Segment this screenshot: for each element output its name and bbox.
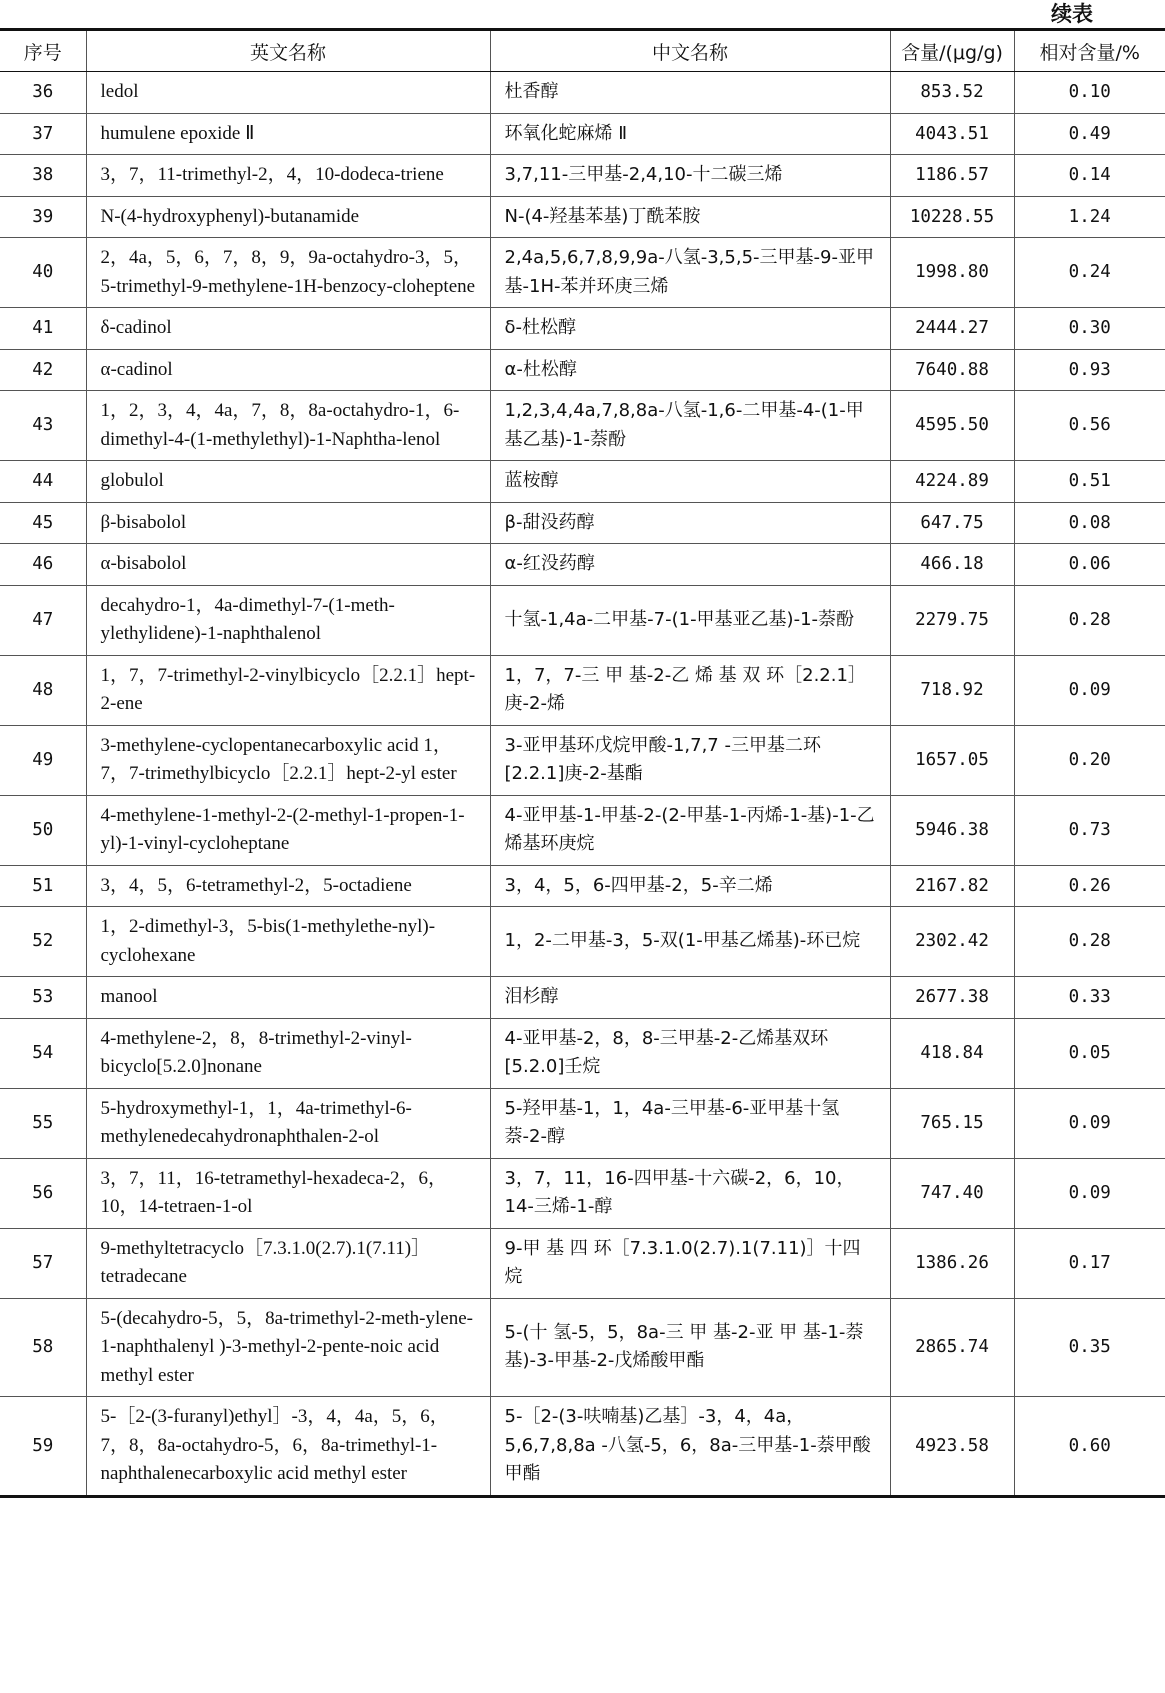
cell-relative-amount: 0.17 <box>1014 1228 1165 1298</box>
cell-english-name: 3，4，5，6-tetramethyl-2，5-octadiene <box>86 865 490 907</box>
cell-relative-amount: 0.24 <box>1014 238 1165 308</box>
table-row <box>0 544 1165 586</box>
cell-amount: 10228.55 <box>890 196 1014 238</box>
cell-amount: 418.84 <box>890 1018 1014 1088</box>
table-row <box>0 349 1165 391</box>
table-row <box>0 725 1165 795</box>
cell-chinese-name: δ-杜松醇 <box>490 308 890 350</box>
cell-chinese-name: 4-亚甲基-1-甲基-2-(2-甲基-1-丙烯-1-基)-1-乙烯基环庚烷 <box>490 795 890 865</box>
cell-amount: 2865.74 <box>890 1298 1014 1397</box>
table-row <box>0 1018 1165 1088</box>
cell-chinese-name: 1,2,3,4,4a,7,8,8a-八氢-1,6-二甲基-4-(1-甲基乙基)-1-萘酚 <box>490 391 890 461</box>
table-row <box>0 113 1165 155</box>
cell-no: 48 <box>0 655 86 725</box>
cell-english-name: 5-［2-(3-furanyl)ethyl］-3，4，4a，5，6，7，8，8a-octahydro-5，6，8a-trimethyl-1-naphthalenecarboxylic acid methyl ester <box>86 1397 490 1497</box>
cell-english-name: globulol <box>86 461 490 503</box>
cell-amount: 4224.89 <box>890 461 1014 503</box>
cell-relative-amount: 0.49 <box>1014 113 1165 155</box>
cell-chinese-name: 4-亚甲基-2，8，8-三甲基-2-乙烯基双环[5.2.0]壬烷 <box>490 1018 890 1088</box>
cell-chinese-name: α-杜松醇 <box>490 349 890 391</box>
cell-amount: 2677.38 <box>890 977 1014 1019</box>
cell-chinese-name: 3，4，5，6-四甲基-2，5-辛二烯 <box>490 865 890 907</box>
cell-relative-amount: 0.05 <box>1014 1018 1165 1088</box>
table-row <box>0 308 1165 350</box>
cell-relative-amount: 0.28 <box>1014 585 1165 655</box>
cell-chinese-name: 2,4a,5,6,7,8,9,9a-八氢-3,5,5-三甲基-9-亚甲基-1H-苯并环庚三烯 <box>490 238 890 308</box>
cell-amount: 2444.27 <box>890 308 1014 350</box>
cell-chinese-name: 蓝桉醇 <box>490 461 890 503</box>
cell-english-name: 5-hydroxymethyl-1，1，4a-trimethyl-6-methylenedecahydronaphthalen-2-ol <box>86 1088 490 1158</box>
cell-no: 49 <box>0 725 86 795</box>
cell-amount: 4923.58 <box>890 1397 1014 1497</box>
cell-no: 58 <box>0 1298 86 1397</box>
cell-relative-amount: 0.51 <box>1014 461 1165 503</box>
cell-relative-amount: 1.24 <box>1014 196 1165 238</box>
cell-no: 56 <box>0 1158 86 1228</box>
table-continued-caption: 续表 <box>1051 2 1093 26</box>
cell-no: 42 <box>0 349 86 391</box>
table-row <box>0 155 1165 197</box>
cell-no: 54 <box>0 1018 86 1088</box>
header-row <box>0 30 1165 72</box>
cell-amount: 1998.80 <box>890 238 1014 308</box>
table-row <box>0 196 1165 238</box>
cell-chinese-name: 杜香醇 <box>490 72 890 114</box>
cell-english-name: manool <box>86 977 490 1019</box>
header-amount: 含量/(μg/g) <box>890 30 1014 72</box>
cell-english-name: decahydro-1，4a-dimethyl-7-(1-meth-ylethylidene)-1-naphthalenol <box>86 585 490 655</box>
header-no: 序号 <box>0 30 86 72</box>
cell-relative-amount: 0.73 <box>1014 795 1165 865</box>
cell-english-name: 1，2-dimethyl-3，5-bis(1-methylethe-nyl)-cyclohexane <box>86 907 490 977</box>
cell-relative-amount: 0.09 <box>1014 1088 1165 1158</box>
cell-relative-amount: 0.09 <box>1014 655 1165 725</box>
cell-chinese-name: 泪杉醇 <box>490 977 890 1019</box>
table-row <box>0 865 1165 907</box>
cell-chinese-name: 5-羟甲基-1，1，4a-三甲基-6-亚甲基十氢萘-2-醇 <box>490 1088 890 1158</box>
cell-chinese-name: 9-甲 基 四 环［7.3.1.0(2.7).1(7.11)］十四烷 <box>490 1228 890 1298</box>
cell-english-name: α-cadinol <box>86 349 490 391</box>
cell-english-name: 2，4a，5，6，7，8，9，9a-octahydro-3，5，5-trimethyl-9-methylene-1H-benzocy-cloheptene <box>86 238 490 308</box>
cell-no: 45 <box>0 502 86 544</box>
cell-relative-amount: 0.14 <box>1014 155 1165 197</box>
cell-chinese-name: 5-［2-(3-呋喃基)乙基］-3，4，4a，5,6,7,8,8a -八氢-5，6，8a-三甲基-1-萘甲酸甲酯 <box>490 1397 890 1497</box>
cell-no: 55 <box>0 1088 86 1158</box>
cell-english-name: 4-methylene-1-methyl-2-(2-methyl-1-propen-1-yl)-1-vinyl-cycloheptane <box>86 795 490 865</box>
table-row <box>0 977 1165 1019</box>
header-relative-amount: 相对含量/% <box>1014 30 1165 72</box>
table-row <box>0 907 1165 977</box>
cell-relative-amount: 0.08 <box>1014 502 1165 544</box>
cell-chinese-name: α-红没药醇 <box>490 544 890 586</box>
header-chinese-name: 中文名称 <box>490 30 890 72</box>
cell-english-name: 1，7，7-trimethyl-2-vinylbicyclo［2.2.1］hept-2-ene <box>86 655 490 725</box>
cell-english-name: humulene epoxide Ⅱ <box>86 113 490 155</box>
table-header <box>0 30 1165 72</box>
table-row <box>0 238 1165 308</box>
table-row <box>0 461 1165 503</box>
cell-no: 36 <box>0 72 86 114</box>
cell-relative-amount: 0.30 <box>1014 308 1165 350</box>
cell-chinese-name: 1，7，7-三 甲 基-2-乙 烯 基 双 环［2.2.1］庚-2-烯 <box>490 655 890 725</box>
cell-amount: 5946.38 <box>890 795 1014 865</box>
cell-english-name: 4-methylene-2，8，8-trimethyl-2-vinyl-bicyclo[5.2.0]nonane <box>86 1018 490 1088</box>
cell-no: 47 <box>0 585 86 655</box>
cell-english-name: α-bisabolol <box>86 544 490 586</box>
table-row <box>0 1228 1165 1298</box>
cell-relative-amount: 0.09 <box>1014 1158 1165 1228</box>
cell-no: 46 <box>0 544 86 586</box>
cell-amount: 647.75 <box>890 502 1014 544</box>
cell-english-name: δ-cadinol <box>86 308 490 350</box>
cell-relative-amount: 0.26 <box>1014 865 1165 907</box>
table-row <box>0 795 1165 865</box>
cell-english-name: 9-methyltetracyclo［7.3.1.0(2.7).1(7.11)］tetradecane <box>86 1228 490 1298</box>
cell-no: 59 <box>0 1397 86 1497</box>
header-english-name: 英文名称 <box>86 30 490 72</box>
cell-relative-amount: 0.93 <box>1014 349 1165 391</box>
cell-amount: 853.52 <box>890 72 1014 114</box>
cell-relative-amount: 0.06 <box>1014 544 1165 586</box>
cell-amount: 1386.26 <box>890 1228 1014 1298</box>
cell-chinese-name: 十氢-1,4a-二甲基-7-(1-甲基亚乙基)-1-萘酚 <box>490 585 890 655</box>
cell-chinese-name: β-甜没药醇 <box>490 502 890 544</box>
table-row <box>0 655 1165 725</box>
cell-amount: 747.40 <box>890 1158 1014 1228</box>
cell-english-name: N-(4-hydroxyphenyl)-butanamide <box>86 196 490 238</box>
cell-chinese-name: 5-(十 氢-5，5，8a-三 甲 基-2-亚 甲 基-1-萘基)-3-甲基-2-戊烯酸甲酯 <box>490 1298 890 1397</box>
cell-amount: 7640.88 <box>890 349 1014 391</box>
table-body <box>0 72 1165 1497</box>
cell-relative-amount: 0.20 <box>1014 725 1165 795</box>
cell-amount: 1186.57 <box>890 155 1014 197</box>
cell-no: 37 <box>0 113 86 155</box>
cell-amount: 2302.42 <box>890 907 1014 977</box>
cell-chinese-name: 3,7,11-三甲基-2,4,10-十二碳三烯 <box>490 155 890 197</box>
cell-amount: 718.92 <box>890 655 1014 725</box>
cell-amount: 2167.82 <box>890 865 1014 907</box>
cell-chinese-name: 环氧化蛇麻烯 Ⅱ <box>490 113 890 155</box>
cell-no: 51 <box>0 865 86 907</box>
table-row <box>0 72 1165 114</box>
table-row <box>0 585 1165 655</box>
cell-relative-amount: 0.60 <box>1014 1397 1165 1497</box>
cell-chinese-name: 3-亚甲基环戊烷甲酸-1,7,7 -三甲基二环[2.2.1]庚-2-基酯 <box>490 725 890 795</box>
cell-amount: 765.15 <box>890 1088 1014 1158</box>
compound-table <box>0 28 1165 1498</box>
cell-chinese-name: N-(4-羟基苯基)丁酰苯胺 <box>490 196 890 238</box>
cell-english-name: 3，7，11，16-tetramethyl-hexadeca-2，6，10，14-tetraen-1-ol <box>86 1158 490 1228</box>
cell-no: 53 <box>0 977 86 1019</box>
cell-amount: 4043.51 <box>890 113 1014 155</box>
cell-english-name: 5-(decahydro-5，5，8a-trimethyl-2-meth-ylene-1-naphthalenyl )-3-methyl-2-pente-noic acid methyl ester <box>86 1298 490 1397</box>
cell-relative-amount: 0.33 <box>1014 977 1165 1019</box>
cell-no: 41 <box>0 308 86 350</box>
cell-no: 38 <box>0 155 86 197</box>
table-row <box>0 1088 1165 1158</box>
cell-no: 52 <box>0 907 86 977</box>
cell-no: 40 <box>0 238 86 308</box>
cell-relative-amount: 0.56 <box>1014 391 1165 461</box>
cell-amount: 2279.75 <box>890 585 1014 655</box>
table-row <box>0 502 1165 544</box>
cell-no: 44 <box>0 461 86 503</box>
cell-relative-amount: 0.28 <box>1014 907 1165 977</box>
cell-chinese-name: 3，7，11，16-四甲基-十六碳-2，6，10，14-三烯-1-醇 <box>490 1158 890 1228</box>
cell-english-name: β-bisabolol <box>86 502 490 544</box>
cell-english-name: 1，2，3，4，4a，7，8，8a-octahydro-1，6-dimethyl-4-(1-methylethyl)-1-Naphtha-lenol <box>86 391 490 461</box>
cell-chinese-name: 1，2-二甲基-3，5-双(1-甲基乙烯基)-环已烷 <box>490 907 890 977</box>
cell-amount: 466.18 <box>890 544 1014 586</box>
table-row <box>0 1397 1165 1497</box>
cell-amount: 4595.50 <box>890 391 1014 461</box>
table-row <box>0 1158 1165 1228</box>
cell-no: 39 <box>0 196 86 238</box>
cell-english-name: 3，7，11-trimethyl-2，4，10-dodeca-triene <box>86 155 490 197</box>
cell-english-name: ledol <box>86 72 490 114</box>
cell-relative-amount: 0.10 <box>1014 72 1165 114</box>
table-row <box>0 1298 1165 1397</box>
cell-english-name: 3-methylene-cyclopentanecarboxylic acid 1，7，7-trimethylbicyclo［2.2.1］hept-2-yl ester <box>86 725 490 795</box>
cell-no: 50 <box>0 795 86 865</box>
cell-no: 43 <box>0 391 86 461</box>
table-row <box>0 391 1165 461</box>
cell-no: 57 <box>0 1228 86 1298</box>
cell-relative-amount: 0.35 <box>1014 1298 1165 1397</box>
cell-amount: 1657.05 <box>890 725 1014 795</box>
